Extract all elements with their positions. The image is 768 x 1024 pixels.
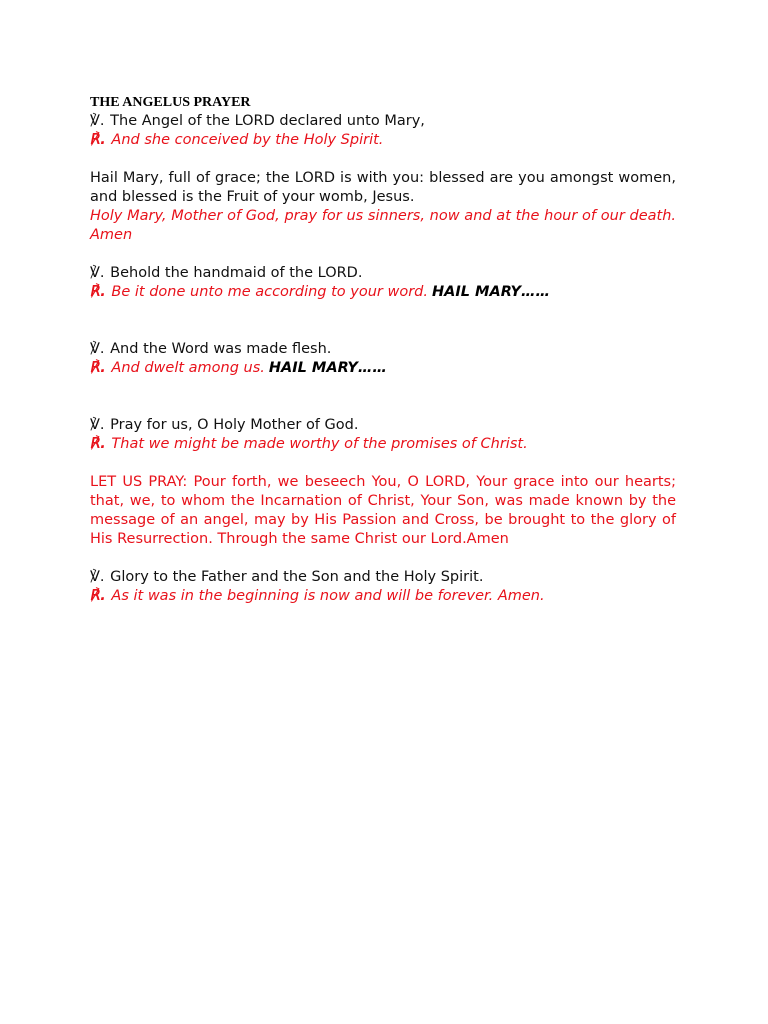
versicle-line	[90, 340, 676, 359]
versicle-text: Glory to the Father and the Son and the Holy Spirit.	[110, 569, 484, 585]
versicle-line	[90, 568, 676, 587]
holy-mary-paragraph: Holy Mary, Mother of God, pray for us sinners, now and at the hour of our death. Amen	[90, 208, 676, 243]
response-line	[90, 435, 676, 454]
response-symbol: ℟.	[90, 588, 106, 604]
versicle-symbol: ℣.	[90, 113, 105, 129]
document-page	[90, 93, 676, 606]
response-text: As it was in the beginning is now and will be forever. Amen.	[111, 588, 545, 604]
response-text: Be it done unto me according to your word.	[111, 284, 429, 300]
versicle-symbol: ℣.	[90, 265, 105, 281]
response-text: And dwelt among us.	[111, 360, 265, 376]
document-title: THE ANGELUS PRAYER	[90, 95, 251, 110]
response-line	[90, 131, 676, 150]
response-line	[90, 283, 676, 302]
response-symbol: ℟.	[90, 360, 106, 376]
response-symbol: ℟.	[90, 284, 106, 300]
hail-mary-cue: HAIL MARY……	[432, 284, 551, 300]
hail-mary-cue: HAIL MARY……	[268, 360, 387, 376]
versicle-text: And the Word was made flesh.	[110, 341, 332, 357]
versicle-line	[90, 112, 676, 131]
versicle-text: The Angel of the LORD declared unto Mary,	[110, 113, 425, 129]
response-line	[90, 587, 676, 606]
response-text: And she conceived by the Holy Spirit.	[111, 132, 384, 148]
versicle-line	[90, 416, 676, 435]
response-symbol: ℟.	[90, 132, 106, 148]
response-line	[90, 359, 676, 378]
hail-mary-paragraph: Hail Mary, full of grace; the LORD is with you: blessed are you amongst women, and blessed is the Fruit of your womb, Jesus.	[90, 170, 676, 205]
let-us-pray-paragraph: LET US PRAY: Pour forth, we beseech You, O LORD, Your grace into our hearts; that, we, to whom the Incarnation of Christ, Your Son, was made known by the message of an angel, may by His Passion and Cross, be brought to the glory of His Resurrection. Through the same Christ our Lord.Amen	[90, 474, 676, 547]
versicle-symbol: ℣.	[90, 341, 105, 357]
versicle-text: Behold the handmaid of the LORD.	[110, 265, 363, 281]
versicle-text: Pray for us, O Holy Mother of God.	[110, 417, 359, 433]
versicle-symbol: ℣.	[90, 417, 105, 433]
response-text: That we might be made worthy of the promises of Christ.	[111, 436, 528, 452]
versicle-symbol: ℣.	[90, 569, 105, 585]
response-symbol: ℟.	[90, 436, 106, 452]
versicle-line	[90, 264, 676, 283]
